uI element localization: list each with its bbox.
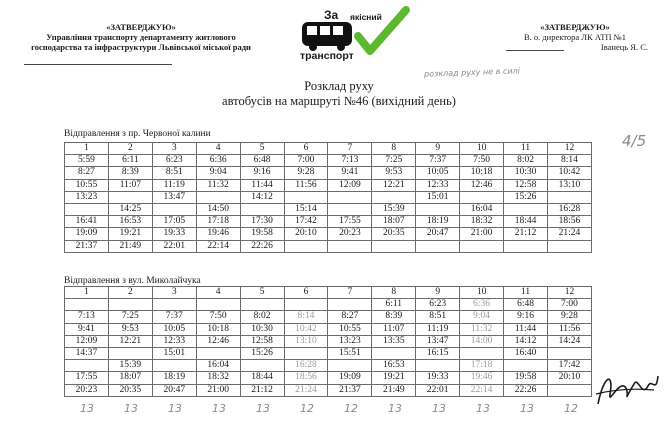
time-cell: [328, 203, 372, 215]
time-cell: 15:26: [240, 347, 284, 359]
time-cell: 18:56: [547, 216, 591, 228]
header-left-line1: Управління транспорту департаменту житлового: [46, 32, 236, 42]
time-cell: 13:47: [416, 335, 460, 347]
time-cell: 21:00: [460, 228, 504, 240]
total-value: 13: [212, 402, 226, 415]
time-cell: 16:40: [504, 347, 548, 359]
table-row: [65, 311, 592, 323]
time-cell: 22:26: [504, 384, 548, 396]
table-row: [65, 372, 592, 384]
column-header: 4: [196, 287, 240, 299]
time-cell: 14:00: [460, 335, 504, 347]
time-cell: [328, 191, 372, 203]
time-cell: 10:42: [547, 167, 591, 179]
time-cell: [284, 191, 328, 203]
time-cell: 13:10: [547, 179, 591, 191]
time-cell: 22:01: [152, 240, 196, 252]
time-cell: 10:55: [328, 323, 372, 335]
time-cell: 8:51: [152, 167, 196, 179]
header-right-name: Іванець Я. С.: [600, 42, 648, 52]
time-cell: 15:39: [108, 360, 152, 372]
time-cell: 11:07: [108, 179, 152, 191]
time-cell: [284, 347, 328, 359]
time-cell: 8:27: [65, 167, 109, 179]
table-row: [65, 191, 592, 203]
time-cell: 14:12: [240, 191, 284, 203]
time-cell: [328, 360, 372, 372]
time-cell: 20:23: [65, 384, 109, 396]
time-cell: 12:58: [504, 179, 548, 191]
time-cell: 18:19: [416, 216, 460, 228]
time-cell: 15:01: [416, 191, 460, 203]
time-cell: 17:18: [196, 216, 240, 228]
header-right-line1: В. о. директора ЛК АТП №1: [523, 32, 627, 42]
total-value: 12: [300, 402, 314, 415]
time-cell: 16:15: [416, 347, 460, 359]
document-title: [186, 79, 492, 109]
column-header: 12: [547, 143, 591, 155]
time-cell: [547, 191, 591, 203]
time-cell: 10:30: [240, 323, 284, 335]
time-cell: 14:24: [547, 335, 591, 347]
time-cell: [152, 299, 196, 311]
time-cell: 9:04: [196, 167, 240, 179]
time-cell: 6:23: [152, 155, 196, 167]
column-header: 7: [328, 143, 372, 155]
time-cell: 6:36: [196, 155, 240, 167]
time-cell: 6:11: [108, 155, 152, 167]
time-cell: [460, 191, 504, 203]
time-cell: 12:09: [328, 179, 372, 191]
table-row: [65, 216, 592, 228]
table-row: [65, 299, 592, 311]
time-cell: [65, 360, 109, 372]
time-cell: 9:53: [108, 323, 152, 335]
approve-label-right: «ЗАТВЕРДЖУЮ»: [540, 22, 610, 32]
time-cell: [372, 191, 416, 203]
time-cell: 16:53: [372, 360, 416, 372]
time-cell: 11:32: [460, 323, 504, 335]
total-value: 13: [124, 402, 138, 415]
time-cell: 15:01: [152, 347, 196, 359]
time-cell: 17:30: [240, 216, 284, 228]
table-row: [65, 240, 592, 252]
table-row: [65, 323, 592, 335]
time-cell: 13:23: [328, 335, 372, 347]
column-header: 3: [152, 143, 196, 155]
time-cell: [547, 347, 591, 359]
time-cell: 19:46: [460, 372, 504, 384]
time-cell: 7:37: [152, 311, 196, 323]
time-cell: 6:23: [416, 299, 460, 311]
time-cell: 17:42: [284, 216, 328, 228]
time-cell: 19:58: [504, 372, 548, 384]
signature-scribble: [592, 364, 662, 412]
time-cell: 10:05: [416, 167, 460, 179]
time-cell: 19:09: [65, 228, 109, 240]
table-row: [65, 360, 592, 372]
time-cell: [416, 240, 460, 252]
time-cell: [372, 347, 416, 359]
table-row: [65, 384, 592, 396]
time-cell: 8:02: [504, 155, 548, 167]
time-cell: 19:46: [196, 228, 240, 240]
time-cell: 15:39: [372, 203, 416, 215]
total-value: 13: [256, 402, 270, 415]
time-cell: [284, 299, 328, 311]
time-cell: [504, 360, 548, 372]
time-cell: 11:19: [152, 179, 196, 191]
column-header: 11: [504, 287, 548, 299]
time-cell: 19:58: [240, 228, 284, 240]
signature-line-right: [506, 50, 564, 51]
column-header: 11: [504, 143, 548, 155]
header-left-line2: господарства та інфраструктури Львівської міської ради: [31, 42, 251, 52]
total-value: 13: [476, 402, 490, 415]
time-cell: 18:32: [196, 372, 240, 384]
time-cell: 9:28: [547, 311, 591, 323]
time-cell: [196, 191, 240, 203]
time-cell: [240, 360, 284, 372]
time-cell: 20:47: [152, 384, 196, 396]
column-header: 7: [328, 287, 372, 299]
time-cell: 15:26: [504, 191, 548, 203]
total-value: 13: [168, 402, 182, 415]
time-cell: 17:18: [460, 360, 504, 372]
time-cell: 16:28: [284, 360, 328, 372]
time-cell: 12:21: [108, 335, 152, 347]
time-cell: 13:47: [152, 191, 196, 203]
column-header: 5: [240, 143, 284, 155]
signature-line-left: [24, 64, 172, 65]
approve-label-left: «ЗАТВЕРДЖУЮ»: [106, 22, 176, 32]
time-cell: 21:12: [504, 228, 548, 240]
schedule-table-2: [64, 286, 592, 397]
time-cell: 11:44: [240, 179, 284, 191]
time-cell: [547, 240, 591, 252]
time-cell: [152, 203, 196, 215]
time-cell: 8:02: [240, 311, 284, 323]
section1-label: Відправлення з пр. Червоної калини: [64, 129, 211, 139]
column-header: 4: [196, 143, 240, 155]
time-cell: 10:55: [65, 179, 109, 191]
time-cell: 21:24: [547, 228, 591, 240]
header-row: [65, 143, 592, 155]
time-cell: 14:37: [65, 347, 109, 359]
column-header: 5: [240, 287, 284, 299]
column-header: 2: [108, 287, 152, 299]
time-cell: [460, 240, 504, 252]
time-cell: 10:18: [460, 167, 504, 179]
time-cell: 6:48: [504, 299, 548, 311]
time-cell: 14:25: [108, 203, 152, 215]
column-header: 3: [152, 287, 196, 299]
time-cell: 20:35: [108, 384, 152, 396]
time-cell: 18:44: [240, 372, 284, 384]
total-value: 12: [344, 402, 358, 415]
column-header: 1: [65, 143, 109, 155]
table-row: [65, 203, 592, 215]
time-cell: 18:19: [152, 372, 196, 384]
time-cell: 16:28: [547, 203, 591, 215]
total-value: 13: [388, 402, 402, 415]
time-cell: 6:11: [372, 299, 416, 311]
time-cell: 16:04: [196, 360, 240, 372]
time-cell: [416, 360, 460, 372]
logo-word-za: За: [324, 8, 339, 22]
handwritten-note: розклад руху не в силі: [423, 66, 520, 79]
time-cell: 10:30: [504, 167, 548, 179]
time-cell: 22:01: [416, 384, 460, 396]
time-cell: 10:42: [284, 323, 328, 335]
time-cell: 12:33: [416, 179, 460, 191]
logo: [294, 6, 418, 64]
time-cell: 13:10: [284, 335, 328, 347]
time-cell: 7:13: [65, 311, 109, 323]
column-header: 8: [372, 287, 416, 299]
time-cell: 7:25: [108, 311, 152, 323]
margin-note: 4/5: [622, 132, 647, 150]
column-header: 1: [65, 287, 109, 299]
time-cell: 21:37: [328, 384, 372, 396]
column-header: 6: [284, 143, 328, 155]
total-value: 13: [432, 402, 446, 415]
time-cell: 7:50: [460, 155, 504, 167]
time-cell: 10:05: [152, 323, 196, 335]
time-cell: 18:07: [108, 372, 152, 384]
time-cell: 17:05: [152, 216, 196, 228]
column-header: 12: [547, 287, 591, 299]
column-header: 9: [416, 143, 460, 155]
table-row: [65, 347, 592, 359]
table-row: [65, 155, 592, 167]
time-cell: 11:07: [372, 323, 416, 335]
time-cell: [240, 299, 284, 311]
total-value: 13: [520, 402, 534, 415]
time-cell: 19:21: [108, 228, 152, 240]
logo-word-yakisnyi: якісний: [350, 12, 382, 22]
time-cell: 9:41: [65, 323, 109, 335]
time-cell: 18:56: [284, 372, 328, 384]
time-cell: 7:50: [196, 311, 240, 323]
time-cell: 20:47: [416, 228, 460, 240]
time-cell: 17:55: [328, 216, 372, 228]
time-cell: 17:55: [65, 372, 109, 384]
time-cell: 7:00: [547, 299, 591, 311]
time-cell: 11:56: [547, 323, 591, 335]
time-cell: 12:33: [152, 335, 196, 347]
time-cell: [240, 203, 284, 215]
time-cell: 11:32: [196, 179, 240, 191]
time-cell: 21:12: [240, 384, 284, 396]
time-cell: [108, 191, 152, 203]
time-cell: 20:35: [372, 228, 416, 240]
time-cell: 9:41: [328, 167, 372, 179]
time-cell: [65, 299, 109, 311]
time-cell: 9:16: [240, 167, 284, 179]
time-cell: [108, 347, 152, 359]
column-header: 10: [460, 143, 504, 155]
time-cell: 21:24: [284, 384, 328, 396]
time-cell: 8:14: [547, 155, 591, 167]
time-cell: [504, 203, 548, 215]
time-cell: 16:41: [65, 216, 109, 228]
time-cell: 7:25: [372, 155, 416, 167]
column-header: 9: [416, 287, 460, 299]
time-cell: 14:50: [196, 203, 240, 215]
time-cell: 13:35: [372, 335, 416, 347]
schedule-table-1: [64, 142, 592, 253]
table-row: [65, 167, 592, 179]
time-cell: 22:14: [196, 240, 240, 252]
table-row: [65, 228, 592, 240]
time-cell: 12:58: [240, 335, 284, 347]
time-cell: 17:42: [547, 360, 591, 372]
time-cell: 11:19: [416, 323, 460, 335]
time-cell: 12:46: [460, 179, 504, 191]
time-cell: 12:46: [196, 335, 240, 347]
title-line1: Розклад руху: [304, 79, 374, 93]
time-cell: 9:28: [284, 167, 328, 179]
time-cell: 6:48: [240, 155, 284, 167]
time-cell: [416, 203, 460, 215]
time-cell: 6:36: [460, 299, 504, 311]
time-cell: 22:26: [240, 240, 284, 252]
table-row: [65, 335, 592, 347]
time-cell: 8:51: [416, 311, 460, 323]
time-cell: 9:53: [372, 167, 416, 179]
header-row: [65, 287, 592, 299]
time-cell: [372, 240, 416, 252]
time-cell: 21:37: [65, 240, 109, 252]
time-cell: [108, 299, 152, 311]
time-cell: 18:07: [372, 216, 416, 228]
time-cell: 21:00: [196, 384, 240, 396]
time-cell: 8:14: [284, 311, 328, 323]
column-header: 10: [460, 287, 504, 299]
time-cell: 20:10: [547, 372, 591, 384]
time-cell: 16:53: [108, 216, 152, 228]
total-value: 12: [564, 402, 578, 415]
time-cell: 18:32: [460, 216, 504, 228]
time-cell: 7:37: [416, 155, 460, 167]
time-cell: 19:21: [372, 372, 416, 384]
time-cell: 12:09: [65, 335, 109, 347]
time-cell: 8:39: [108, 167, 152, 179]
time-cell: 20:23: [328, 228, 372, 240]
column-header: 8: [372, 143, 416, 155]
time-cell: [504, 240, 548, 252]
time-cell: [196, 299, 240, 311]
time-cell: 5:59: [65, 155, 109, 167]
header-right: [500, 22, 650, 52]
time-cell: 14:12: [504, 335, 548, 347]
title-line2: автобусів на маршруті №46 (вихідний день): [222, 94, 456, 108]
time-cell: 7:13: [328, 155, 372, 167]
column-header: 6: [284, 287, 328, 299]
time-cell: 18:44: [504, 216, 548, 228]
time-cell: 12:21: [372, 179, 416, 191]
time-cell: 8:27: [328, 311, 372, 323]
time-cell: 21:49: [372, 384, 416, 396]
time-cell: [65, 203, 109, 215]
time-cell: 11:56: [284, 179, 328, 191]
time-cell: 19:09: [328, 372, 372, 384]
time-cell: [284, 240, 328, 252]
time-cell: 8:39: [372, 311, 416, 323]
time-cell: 19:33: [416, 372, 460, 384]
time-cell: 11:44: [504, 323, 548, 335]
table-row: [65, 179, 592, 191]
total-value: 13: [80, 402, 94, 415]
time-cell: 21:49: [108, 240, 152, 252]
time-cell: 15:14: [284, 203, 328, 215]
time-cell: 16:04: [460, 203, 504, 215]
time-cell: [152, 360, 196, 372]
time-cell: 20:10: [284, 228, 328, 240]
time-cell: 19:33: [152, 228, 196, 240]
time-cell: [328, 240, 372, 252]
time-cell: [460, 347, 504, 359]
time-cell: 22:14: [460, 384, 504, 396]
column-header: 2: [108, 143, 152, 155]
time-cell: [328, 299, 372, 311]
time-cell: 9:16: [504, 311, 548, 323]
time-cell: [196, 347, 240, 359]
time-cell: 15:51: [328, 347, 372, 359]
time-cell: 7:00: [284, 155, 328, 167]
time-cell: 9:04: [460, 311, 504, 323]
time-cell: 13:23: [65, 191, 109, 203]
header-left: [0, 22, 282, 52]
section2-label: Відправлення з вул. Миколайчука: [64, 276, 201, 286]
time-cell: 10:18: [196, 323, 240, 335]
logo-word-transport: транспорт: [300, 50, 354, 62]
time-cell: [547, 384, 591, 396]
